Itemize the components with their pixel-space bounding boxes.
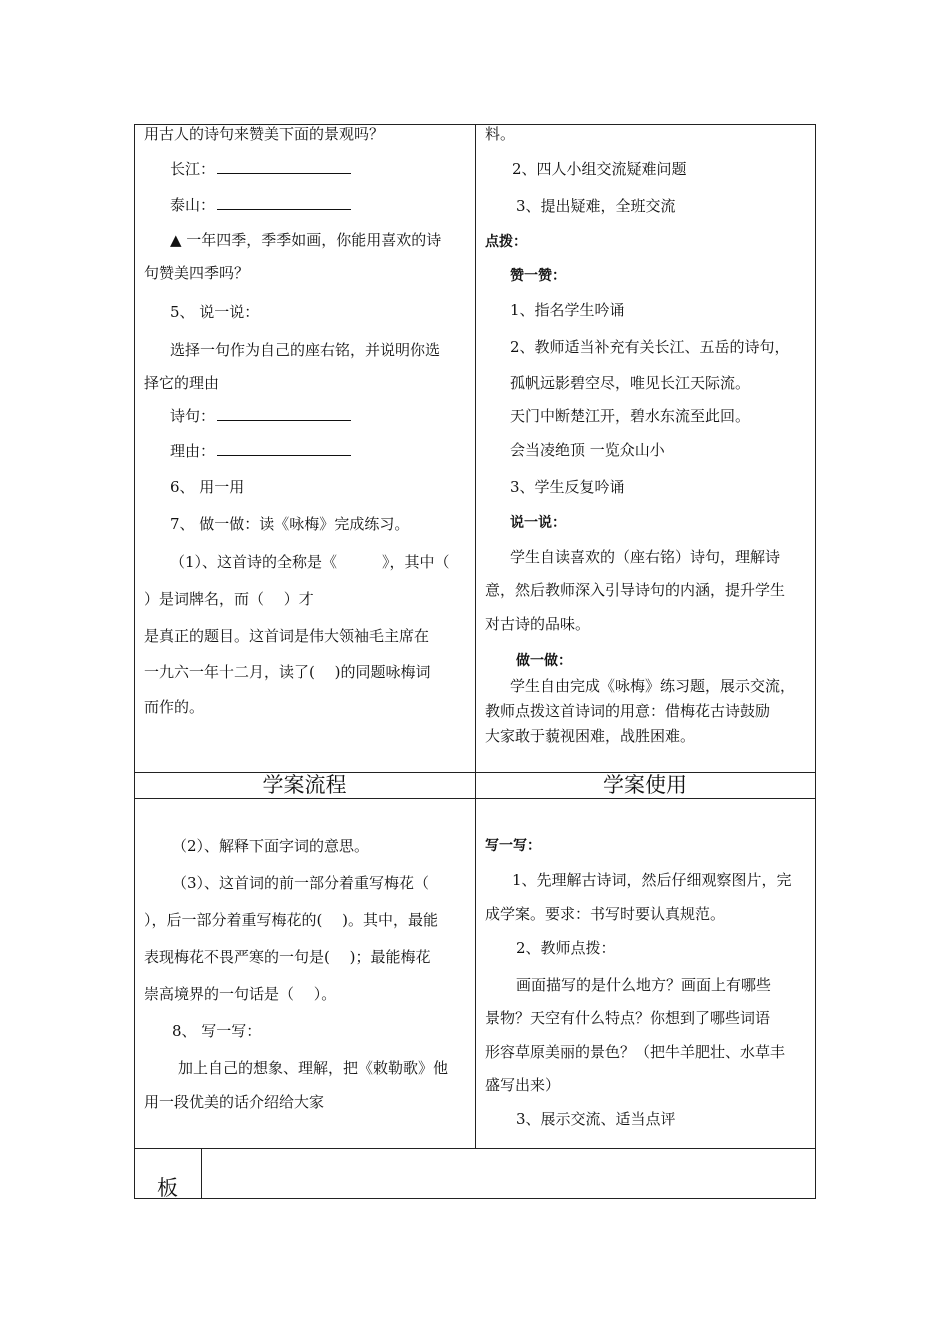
table-middle-border [475,124,476,1148]
left1-line-5: 5、 说一说： [170,303,260,321]
left1-line-9: 理由： [170,441,351,461]
left1-line-11: 7、 做一做：读《咏梅》完成练习。 [170,515,410,533]
left1-line-4: 句赞美四季吗？ [144,264,250,282]
answer-blank[interactable] [217,159,351,174]
header-study-process: 学案流程 [262,773,347,797]
footer-divider [201,1148,202,1199]
left2-line-6: 加上自己的想象、理解，把《敕勒歌》他 [178,1059,449,1077]
answer-blank[interactable] [217,441,351,456]
left1-line-8: 诗句： [170,406,351,426]
left2-line-7: 用一段优美的话介绍给大家 [144,1093,325,1111]
footer-board-label: 板 [157,1176,178,1200]
footer-top-border [134,1148,816,1149]
left2-line-0: （2）、解释下面字词的意思。 [172,837,370,855]
left1-line-12: （1）、这首诗的全称是《 》，其中（ [170,553,450,571]
right1-line-6: 2、教师适当补充有关长江、五岳的诗句， [510,338,790,356]
left1-line-2: 泰山： [170,195,351,215]
right1-line-2: 3、提出疑难，全班交流 [516,197,676,215]
left1-line-6: 选择一句作为自己的座右铭，并说明你选 [170,341,441,359]
right2-line-5: 景物？天空有什么特点？你想到了哪些词语 [485,1009,771,1027]
right2-line-1: 1、先理解古诗词，然后仔细观察图片，完 [512,871,792,889]
table-left-border [134,124,135,1199]
left1-line-0: 用古人的诗句来赞美下面的景观吗？ [144,125,385,143]
left1-line-7: 择它的理由 [144,374,220,392]
answer-blank[interactable] [217,406,351,421]
right2-line-3: 2、教师点拨： [516,939,616,957]
left2-line-1: （3）、这首词的前一部分着重写梅花（ [172,874,430,892]
left2-line-4: 崇高境界的一句话是（ ）。 [144,985,337,1003]
right1-line-4: 赞一赞： [510,268,566,284]
right1-line-3: 点拨： [485,234,527,250]
table-bottom-border [134,1198,816,1199]
right1-line-18: 大家敢于藐视困难，战胜困难。 [485,727,696,745]
right1-line-12: 学生自读喜欢的（座右铭）诗句，理解诗 [510,548,781,566]
right2-line-0: 写一写： [485,838,541,854]
header-study-usage: 学案使用 [603,773,687,797]
answer-blank[interactable] [217,195,351,210]
left1-line-1: 长江： [170,159,351,179]
left1-line-16: 而作的。 [144,698,205,716]
right1-line-10: 3、学生反复吟诵 [510,478,625,496]
right1-line-13: 意，然后教师深入引导诗句的内涵，提升学生 [485,581,786,599]
left1-line-10: 6、 用一用 [170,478,245,496]
right1-line-7: 孤帆远影碧空尽，唯见长江天际流。 [510,374,751,392]
right1-line-11: 说一说： [510,515,566,531]
right1-line-15: 做一做： [516,653,572,669]
right1-line-5: 1、指名学生吟诵 [510,301,625,319]
left2-line-2: ），后一部分着重写梅花的( )。其中，最能 [144,911,438,929]
table-right-border [815,124,816,1199]
right1-line-9: 会当凌绝顶 一览众山小 [510,441,665,459]
right2-line-7: 盛写出来） [485,1076,561,1094]
right1-line-17: 教师点拨这首诗词的用意：借梅花古诗鼓励 [485,702,771,720]
right2-line-8: 3、展示交流、适当点评 [516,1110,676,1128]
right1-line-0: 料。 [485,125,516,143]
right2-line-4: 画面描写的是什么地方？画面上有哪些 [516,976,772,994]
right1-line-14: 对古诗的品味。 [485,615,591,633]
left2-line-5: 8、 写一写： [172,1022,262,1040]
right2-line-2: 成学案。要求：书写时要认真规范。 [485,905,726,923]
left1-line-15: 一九六一年十二月，读了( )的同题咏梅词 [144,663,431,681]
left1-line-13: ）是词牌名，而（ ）才 [144,590,314,608]
header-bottom-border [134,798,816,799]
left1-line-14: 是真正的题目。这首词是伟大领袖毛主席在 [144,627,430,645]
left2-line-3: 表现梅花不畏严寒的一句是( )；最能梅花 [144,948,431,966]
right1-line-16: 学生自由完成《咏梅》练习题，展示交流， [510,677,796,695]
right1-line-1: 2、四人小组交流疑难问题 [512,160,687,178]
right2-line-6: 形容草原美丽的景色？（把牛羊肥壮、水草丰 [485,1043,786,1061]
left1-line-3: ▲ 一年四季，季季如画，你能用喜欢的诗 [170,231,442,249]
right1-line-8: 天门中断楚江开，碧水东流至此回。 [510,407,751,425]
